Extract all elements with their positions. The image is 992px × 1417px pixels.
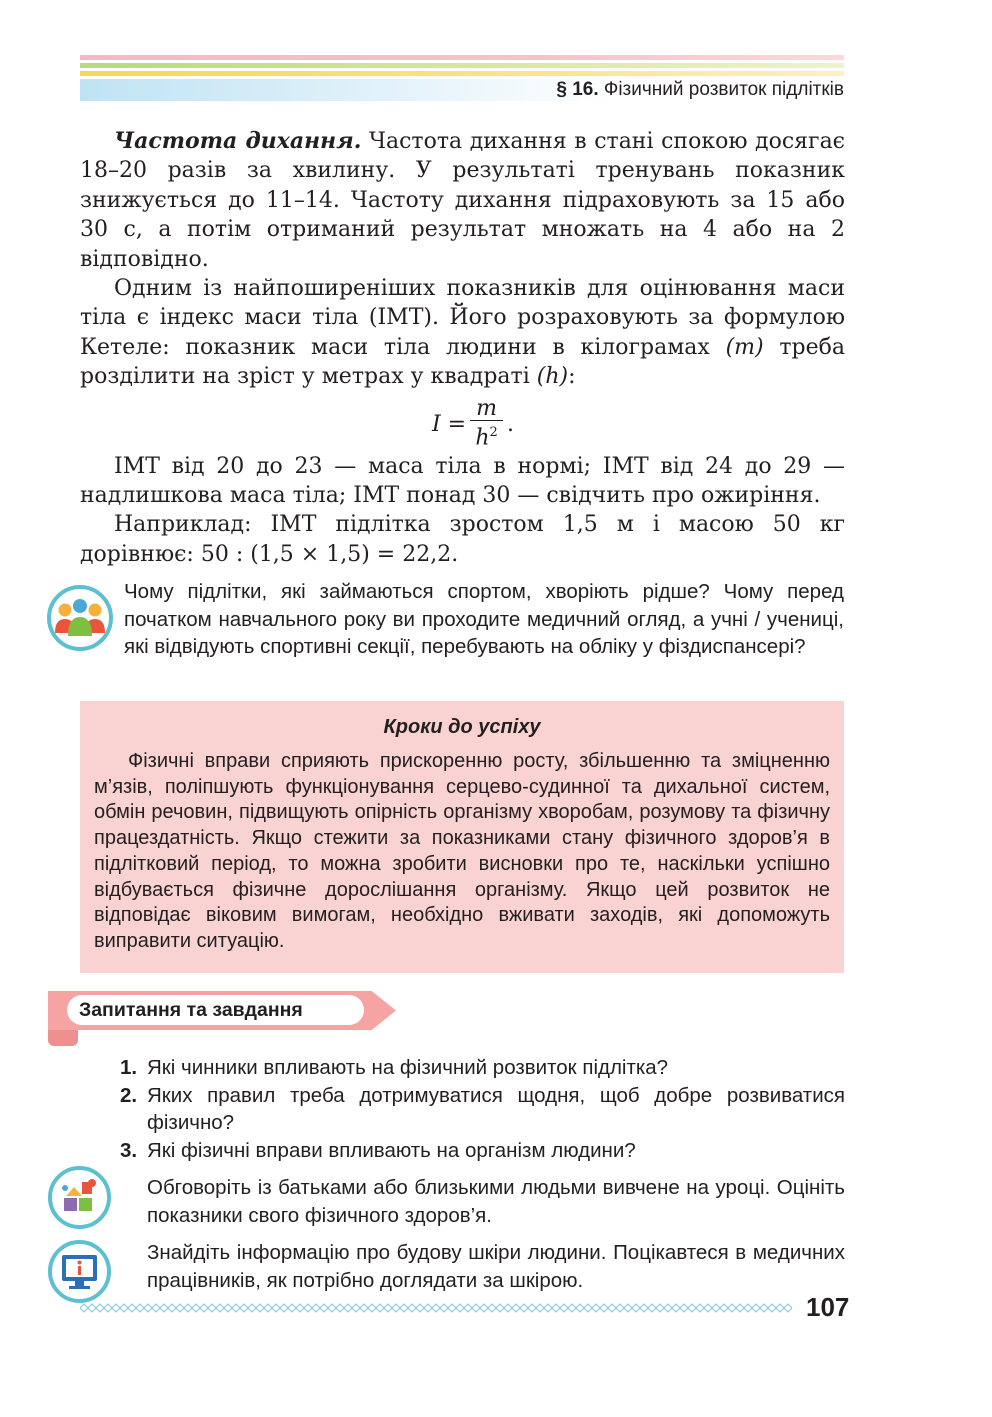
formula-lhs: I =	[432, 411, 467, 437]
main-text	[80, 127, 845, 569]
page-number: 107	[806, 1292, 850, 1322]
formula-denominator-wrap	[475, 421, 497, 450]
stripe-pink	[80, 55, 844, 60]
footer-wave-line	[80, 1302, 792, 1314]
section-title: Фізичний розвиток підлітків	[603, 79, 844, 100]
question-text: Які фізичні вправи впливають на організм людини?	[147, 1138, 636, 1162]
people-group-icon	[47, 585, 113, 651]
success-text: Фізичні вправи сприяють прискоренню росту, збільшенню та зміцненню м’язів, поліпшують функціонування серцево-судинної та дихальної систем, обмін речовин, підвищують опірність організму хворобам, розумову та фізичну працездатність. Якщо стежити за показниками стану фізичного здоров’я в підлітковий період, то можна зробити висновки про те, наскільки успішно відбувається фізичне дорослішання організму. Якщо цей розвиток не відповідає віковим вимогам, необхідно вживати заходів, які допоможуть виправити ситуацію.	[94, 750, 830, 952]
formula-numerator: m	[470, 398, 503, 421]
var-m: (m)	[725, 334, 764, 360]
breathing-text: Частота дихання в стані спокою досягає 18–20 разів за хвилину. У результаті тренувань показник знижується до 11–14. Частоту дихання підраховують за 15 або 30 с, а потім отриманий результат множать на 4 або на 2 відповідно.	[80, 129, 846, 272]
task-family: Обговоріть із батьками або близькими людьми вивчене на уроці. Оцініть показники свого фізичного здоров’я.	[147, 1176, 845, 1227]
var-h: (h)	[536, 364, 569, 390]
section-number: § 16.	[556, 79, 599, 100]
imt-ranges-paragraph: ІМТ від 20 до 23 — маса тіла в нормі; ІМТ від 24 до 29 — надлишкова маса тіла; ІМТ понад 30 — свідчить про ожиріння.	[80, 453, 845, 509]
imt-intro-1: Одним із найпоширеніших показників для оцінювання маси тіла є індекс маси тіла (ІМТ). Його розраховують за формулою Кетеле: показник маси тіла людини в кілограмах	[80, 276, 845, 360]
breathing-paragraph	[80, 127, 845, 274]
formula-exponent: 2	[489, 425, 498, 440]
question-text: Яких правил треба дотримуватися щодня, щоб добре розвиватися фізично?	[147, 1083, 845, 1134]
family-puzzle-icon	[48, 1166, 111, 1229]
list-item	[120, 1137, 845, 1165]
success-box	[80, 701, 844, 973]
stripe-green	[80, 63, 844, 68]
formula-end: .	[507, 411, 514, 437]
example-paragraph: Наприклад: ІМТ підлітка зростом 1,5 м і масою 50 кг дорівнює: 50 : (1,5 × 1,5) = 22,2.	[80, 512, 845, 567]
imt-intro-2: треба розділити на зріст у метрах у квадраті	[80, 334, 846, 390]
formula-denominator: h	[475, 425, 490, 451]
questions-list	[120, 1054, 845, 1164]
quetelet-formula	[432, 398, 514, 450]
discussion-question: Чому підлітки, які займаються спортом, хворіють рідше? Чому перед початком навчального року ви проходите медичний огляд, а учні / учениці, які відвідують спортивні секції, перебувають на обліку у фіздиспансері?	[124, 580, 844, 658]
success-title: Кроки до успіху	[383, 716, 541, 738]
question-number: 2.	[120, 1083, 138, 1107]
questions-heading: Запитання та завдання	[67, 995, 364, 1025]
formula-fraction	[470, 398, 503, 450]
list-item	[120, 1082, 845, 1137]
list-item	[120, 1054, 845, 1082]
question-number: 3.	[120, 1138, 138, 1162]
info-monitor-icon	[48, 1240, 111, 1303]
task-info: Знайдіть інформацію про будову шкіри людини. Поцікавтеся в медичних працівників, як потрібно доглядати за шкірою.	[147, 1241, 845, 1292]
imt-intro-end: :	[568, 364, 576, 390]
imt-intro-paragraph	[80, 274, 845, 392]
question-number: 1.	[120, 1056, 138, 1079]
breathing-term: Частота дихання.	[114, 128, 362, 154]
section-header	[556, 79, 844, 101]
stripe-yellow	[80, 71, 844, 76]
question-text: Які чинники впливають на фізичний розвиток підлітка?	[147, 1056, 669, 1079]
